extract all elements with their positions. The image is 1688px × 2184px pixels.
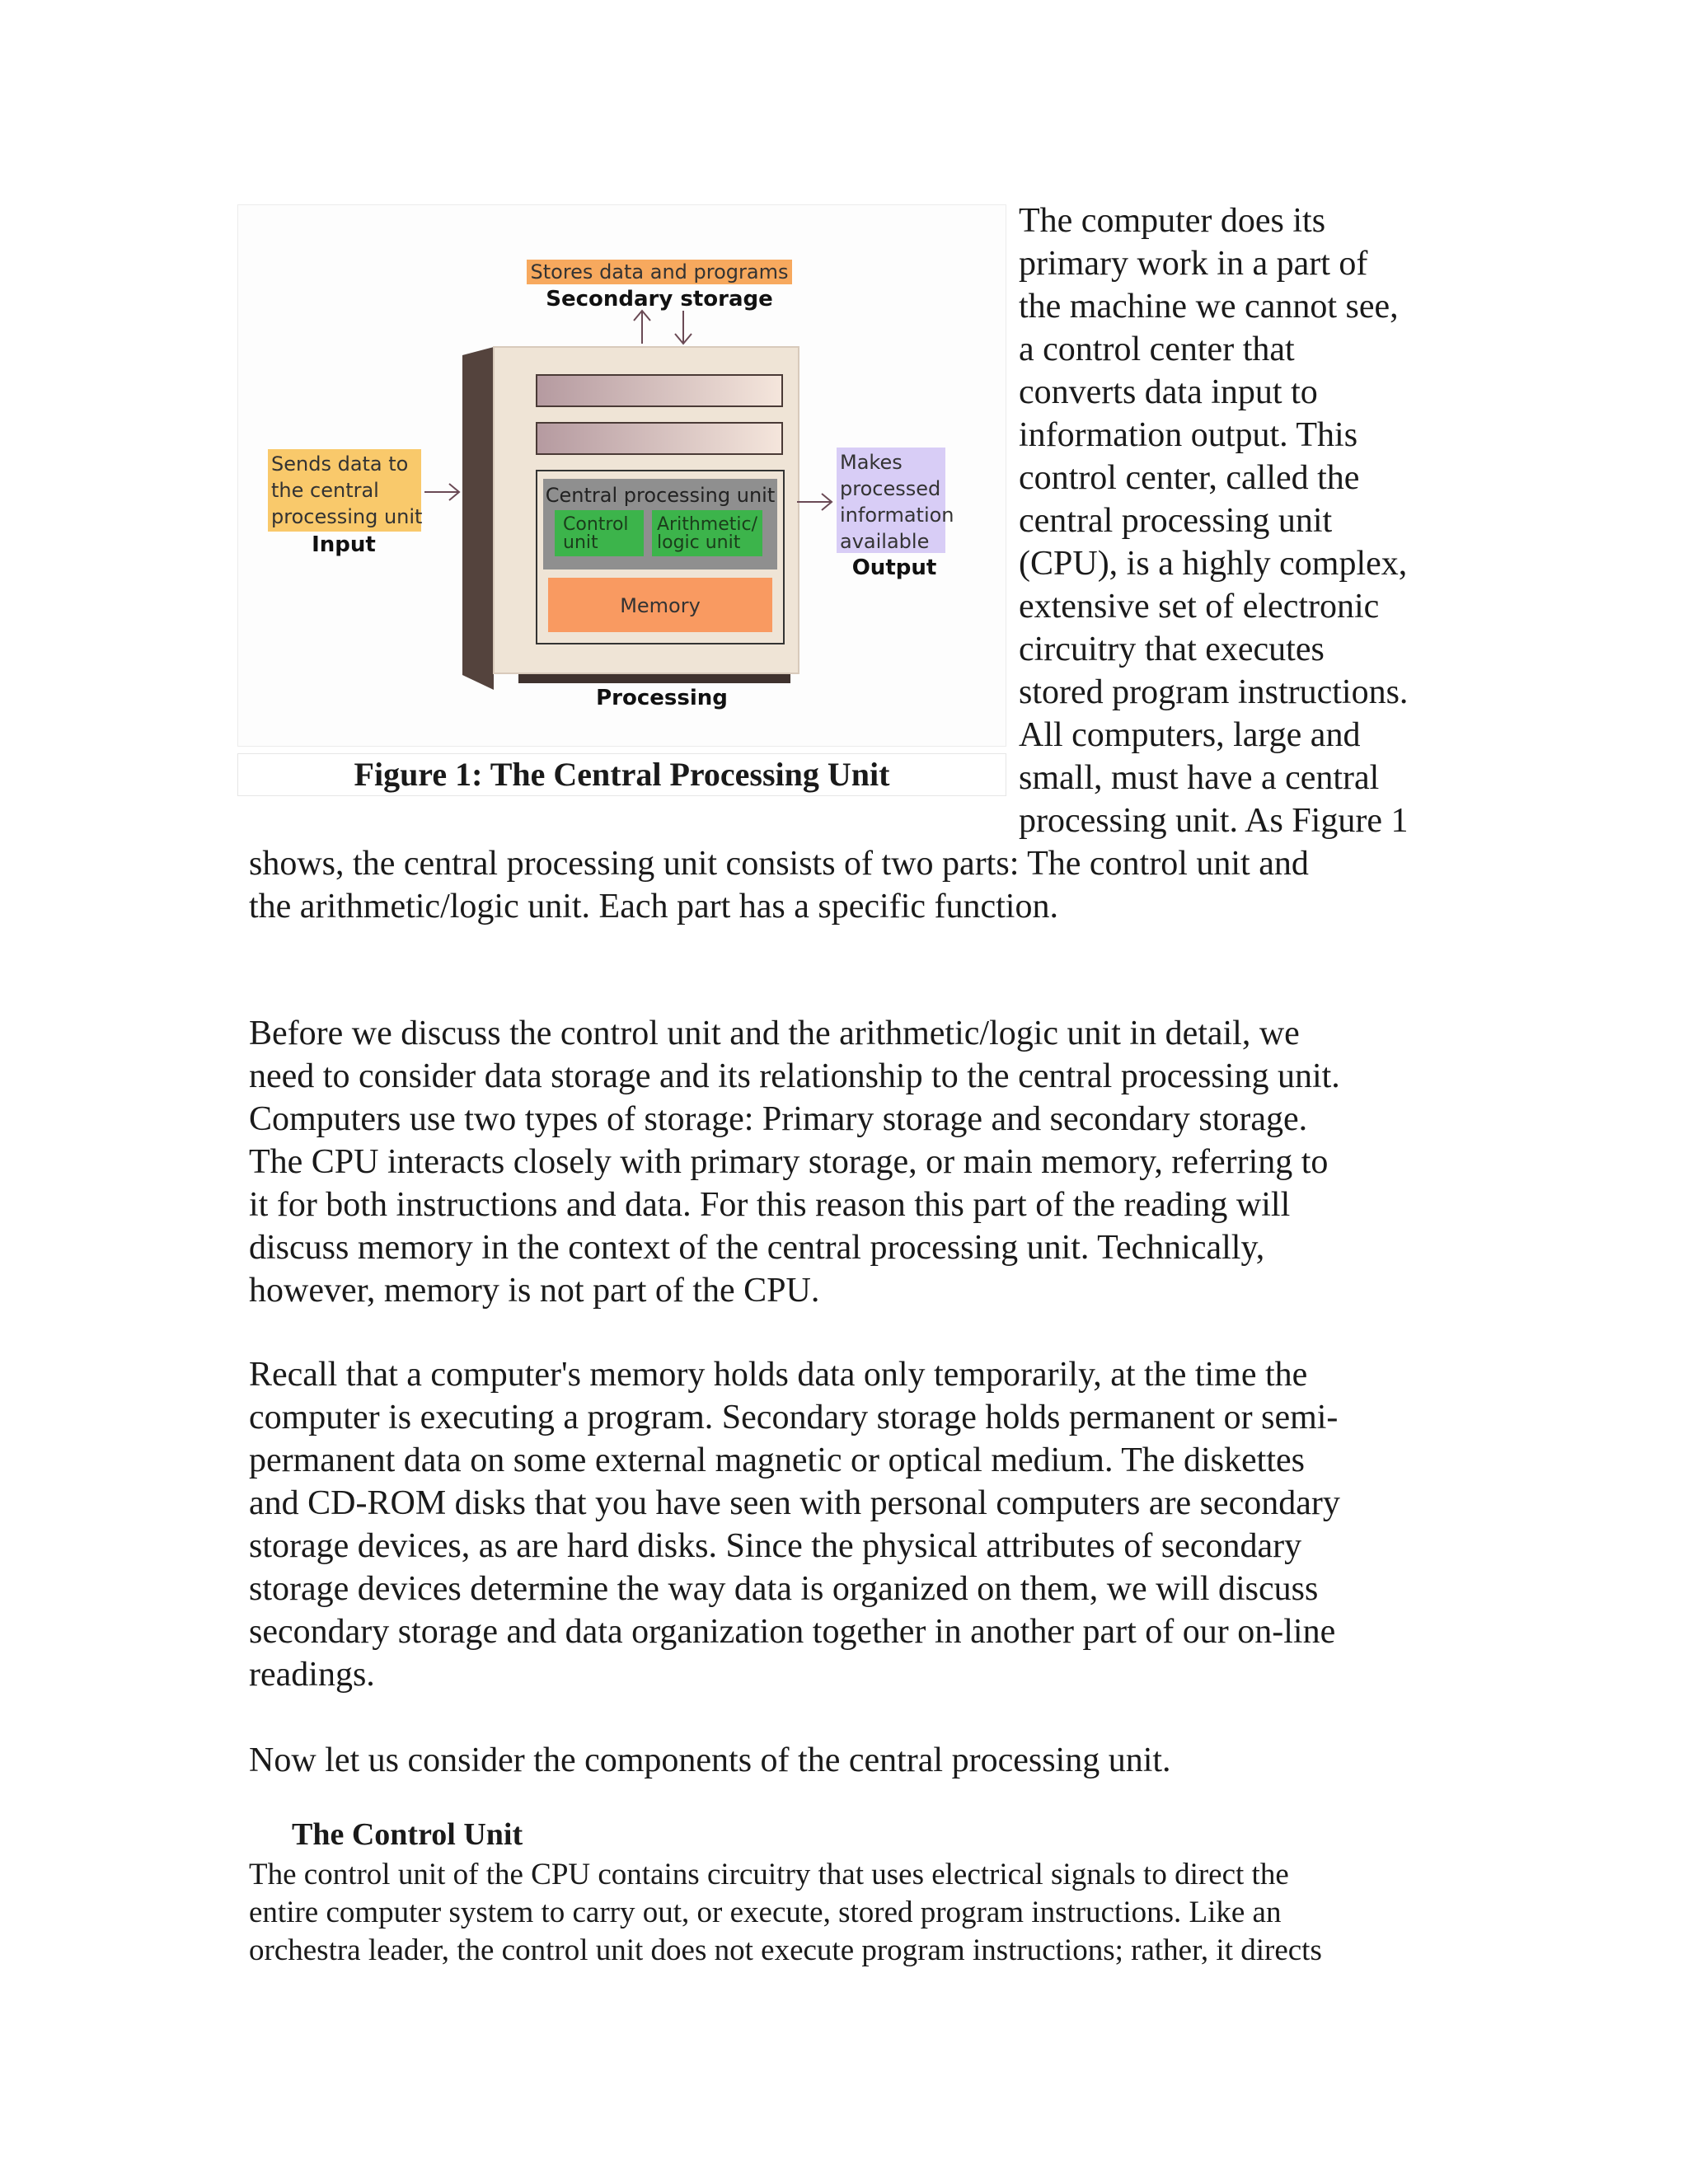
paragraph-line: need to consider data storage and its relationship to the central processing unit. [249, 1057, 1340, 1095]
control-unit-label-2: unit [563, 532, 598, 553]
storage-paragraph [249, 1012, 1452, 1312]
paragraph-line: storage devices determine the way data is organized on them, we will discuss [249, 1570, 1319, 1608]
paragraph-line: Now let us consider the components of the central processing unit. [249, 1741, 1171, 1779]
intro-line: shows, the central processing unit consists of two parts: The control unit and [249, 845, 1309, 883]
input-title: Input [312, 532, 376, 557]
paragraph-line: discuss memory in the context of the central processing unit. Technically, [249, 1229, 1265, 1267]
storage-note-text: Stores data and programs [530, 260, 789, 284]
control-unit-label-1: Control [563, 514, 629, 535]
paragraph-line: The CPU interacts closely with primary storage, or main memory, referring to [249, 1143, 1329, 1181]
memory-paragraph [249, 1353, 1452, 1696]
intro-line: primary work in a part of [1019, 245, 1368, 283]
paragraph-line: and CD-ROM disks that you have seen with personal computers are secondary [249, 1484, 1340, 1522]
storage-title: Secondary storage [546, 287, 773, 312]
paragraph-line: readings. [249, 1656, 375, 1694]
components-paragraph [249, 1739, 1452, 1782]
input-note-line-3: processing unit [271, 505, 423, 528]
paragraph-line: Recall that a computer's memory holds data only temporarily, at the time the [249, 1356, 1308, 1394]
control-unit-paragraph [249, 1856, 1452, 1970]
output-note-line-4: available [840, 530, 930, 553]
input-note-line-1: Sends data to [271, 452, 409, 476]
alu-label-2: logic unit [657, 532, 741, 553]
processing-label: Processing [596, 686, 728, 710]
paragraph-line: The control unit of the CPU contains circuitry that uses electrical signals to direct the [249, 1858, 1289, 1891]
alu-label-1: Arithmetic/ [657, 514, 757, 535]
intro-line: a control center that [1019, 330, 1295, 368]
intro-line: converts data input to [1019, 373, 1318, 411]
paragraph-line: permanent data on some external magnetic or optical medium. The diskettes [249, 1441, 1305, 1479]
paragraph-line: Before we discuss the control unit and the arithmetic/logic unit in detail, we [249, 1015, 1300, 1052]
intro-line: processing unit. As Figure 1 [1019, 802, 1409, 840]
paragraph-line: computer is executing a program. Secondary storage holds permanent or semi- [249, 1399, 1339, 1436]
paragraph-line: orchestra leader, the control unit does not execute program instructions; rather, it directs [249, 1933, 1322, 1967]
intro-line: the machine we cannot see, [1019, 288, 1399, 326]
paragraph-line: however, memory is not part of the CPU. [249, 1272, 820, 1310]
intro-line: the arithmetic/logic unit. Each part has a specific function. [249, 888, 1058, 926]
input-note-line-2: the central [271, 479, 379, 502]
intro-line: control center, called the [1019, 459, 1360, 497]
intro-line: stored program instructions. [1019, 673, 1409, 711]
section-heading: The Control Unit [292, 1817, 523, 1852]
output-note-line-1: Makes [840, 451, 903, 474]
intro-line: extensive set of electronic [1019, 588, 1380, 626]
intro-line: information output. This [1019, 416, 1358, 454]
intro-line: (CPU), is a highly complex, [1019, 545, 1408, 583]
intro-line: circuitry that executes [1019, 630, 1325, 668]
output-note-line-2: processed [840, 477, 941, 500]
intro-line: All computers, large and [1019, 716, 1361, 754]
paragraph-line: secondary storage and data organization together in another part of our on-line [249, 1613, 1336, 1651]
intro-line: The computer does its [1019, 202, 1326, 240]
paragraph-line: storage devices, as are hard disks. Since the physical attributes of secondary [249, 1527, 1302, 1565]
cpu-title: Central processing unit [545, 484, 776, 507]
output-note-line-3: information [840, 504, 954, 527]
output-title: Output [851, 555, 937, 580]
paragraph-line: Computers use two types of storage: Primary storage and secondary storage. [249, 1100, 1308, 1138]
intro-line: central processing unit [1019, 502, 1333, 540]
paragraph-line: it for both instructions and data. For this reason this part of the reading will [249, 1186, 1291, 1224]
intro-line: small, must have a central [1019, 759, 1380, 797]
intro-paragraph [249, 199, 1452, 928]
paragraph-line: entire computer system to carry out, or execute, stored program instructions. Like an [249, 1896, 1282, 1929]
memory-label: Memory [620, 594, 701, 617]
figure-caption: Figure 1: The Central Processing Unit [237, 753, 1006, 796]
